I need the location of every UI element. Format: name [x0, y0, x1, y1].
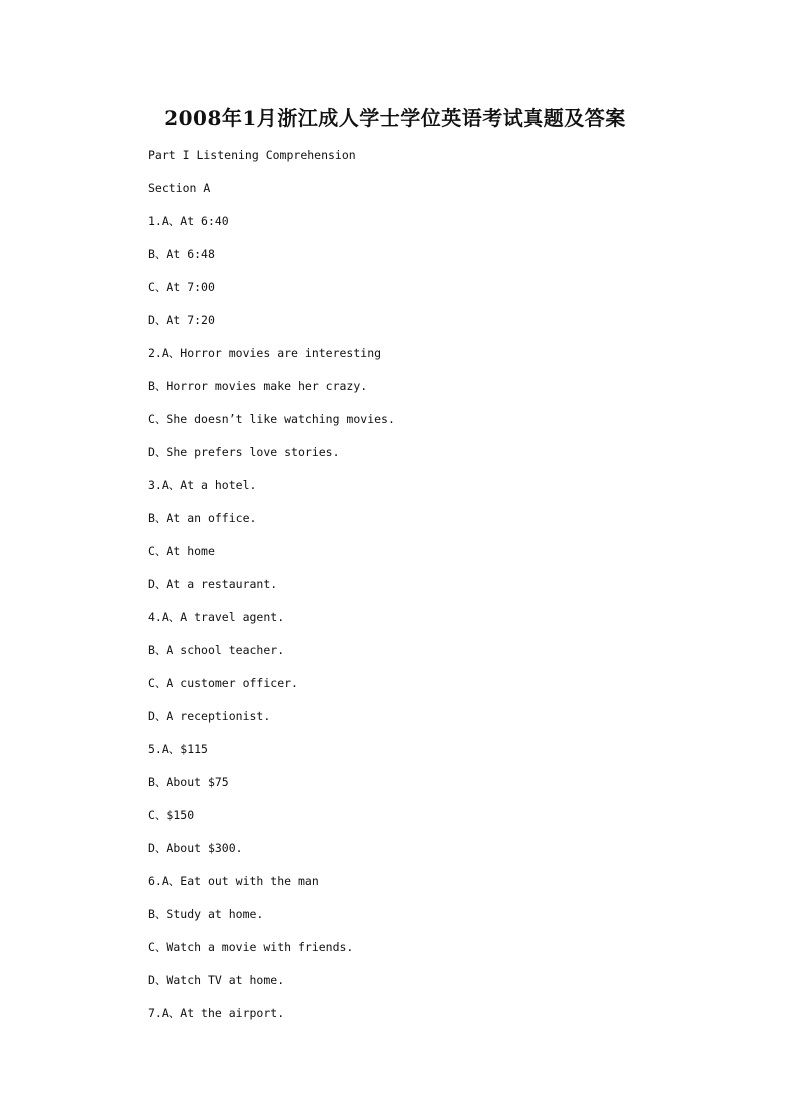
question-6-option-b: B、Study at home.: [148, 907, 264, 921]
question-5-option-c: C、$150: [148, 808, 195, 822]
question-3-option-c: C、At home: [148, 544, 215, 558]
question-6-option-c: C、Watch a movie with friends.: [148, 940, 354, 954]
question-1-option-d: D、At 7:20: [148, 313, 215, 327]
section-heading-a: Section A: [148, 181, 211, 195]
question-5-option-d: D、About $300.: [148, 841, 243, 855]
question-2-option-b: B、Horror movies make her crazy.: [148, 379, 368, 393]
question-3-option-b: B、At an office.: [148, 511, 257, 525]
question-2-option-d: D、She prefers love stories.: [148, 445, 340, 459]
question-7-option-a: 7.A、At the airport.: [148, 1006, 285, 1020]
question-6-option-d: D、Watch TV at home.: [148, 973, 285, 987]
question-5-option-b: B、About $75: [148, 775, 229, 789]
document-title: 2008年1月浙江成人学士学位英语考试真题及答案: [164, 106, 626, 130]
document-body: [148, 145, 768, 1036]
question-6-option-a: 6.A、Eat out with the man: [148, 874, 319, 888]
question-4-option-d: D、A receptionist.: [148, 709, 271, 723]
question-2-option-a: 2.A、Horror movies are interesting: [148, 346, 382, 360]
question-1-option-b: B、At 6:48: [148, 247, 215, 261]
question-3-option-d: D、At a restaurant.: [148, 577, 278, 591]
section-heading-part-1: Part I Listening Comprehension: [148, 148, 356, 162]
question-3-option-a: 3.A、At a hotel.: [148, 478, 257, 492]
question-4-option-a: 4.A、A travel agent.: [148, 610, 285, 624]
question-1-option-a: 1.A、At 6:40: [148, 214, 229, 228]
question-2-option-c: C、She doesn’t like watching movies.: [148, 412, 395, 426]
question-4-option-b: B、A school teacher.: [148, 643, 285, 657]
question-1-option-c: C、At 7:00: [148, 280, 215, 294]
question-4-option-c: C、A customer officer.: [148, 676, 298, 690]
question-5-option-a: 5.A、$115: [148, 742, 208, 756]
